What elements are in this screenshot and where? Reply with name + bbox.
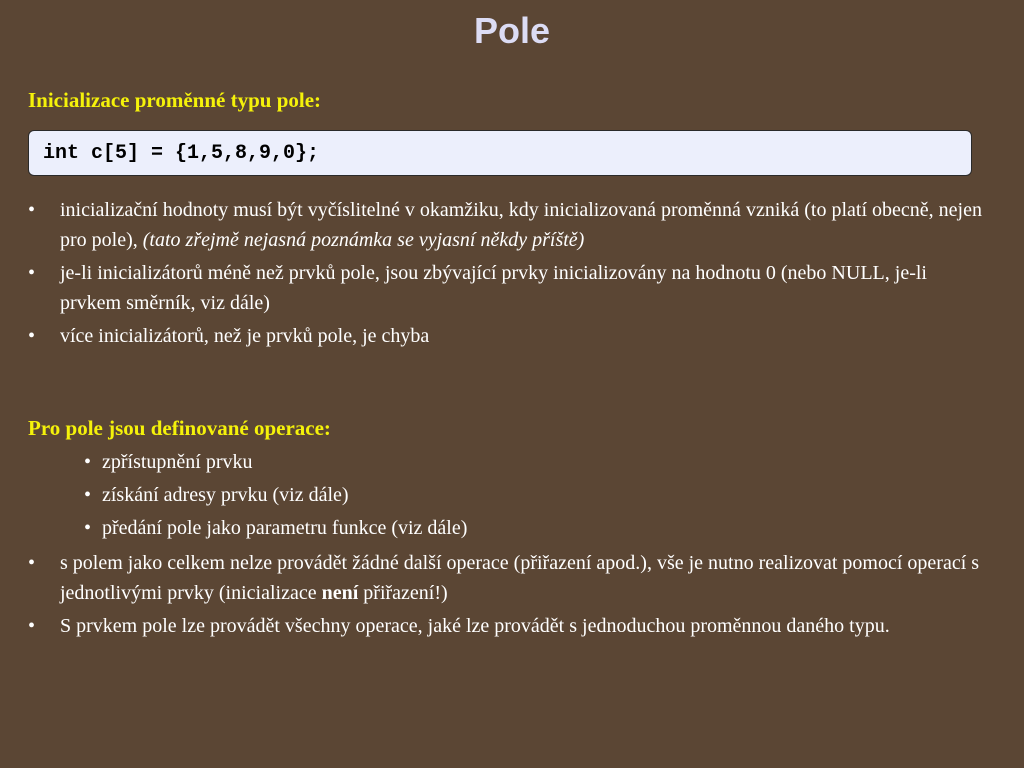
list-item xyxy=(84,513,984,543)
bullet-text: inicializační hodnoty musí být vyčíslitelné v okamžiku, kdy inicializovaná proměnná vzniká (to platí obecně, nejen pro pole), xyxy=(60,199,982,251)
code-box xyxy=(28,130,972,176)
bullet-icon: • xyxy=(28,615,36,637)
list-item xyxy=(84,480,984,510)
bullet-text: je-li inicializátorů méně než prvků pole, jsou zbývající prvky inicializovány na hodnotu 0 (nebo NULL, je-li prvkem směrník, viz dále) xyxy=(60,262,927,314)
initialization-bullet-list xyxy=(28,195,988,354)
operations-bullet-list xyxy=(28,548,988,644)
code-line: int c[5] = {1,5,8,9,0}; xyxy=(43,141,320,165)
list-item xyxy=(28,321,988,351)
bullet-bold-word: není xyxy=(321,582,359,604)
bullet-icon: • xyxy=(84,451,92,473)
bullet-icon: • xyxy=(28,325,36,347)
bullet-italic-note: (tato zřejmě nejasná poznámka se vyjasní někdy příště) xyxy=(142,229,585,251)
bullet-text: více inicializátorů, než je prvků pole, je chyba xyxy=(60,325,430,347)
operations-sub-list xyxy=(84,447,984,546)
bullet-icon: • xyxy=(28,552,36,574)
sub-item-text: získání adresy prvku (viz dále) xyxy=(102,484,349,506)
bullet-icon: • xyxy=(28,262,36,284)
bullet-text: S prvkem pole lze provádět všechny operace, jaké lze provádět s jednoduchou proměnnou daného typu. xyxy=(60,615,890,637)
sub-item-text: předání pole jako parametru funkce (viz dále) xyxy=(102,517,468,539)
bullet-text: s polem jako celkem nelze provádět žádné další operace (přiřazení apod.), vše je nutno realizovat pomocí operací s jednotlivými prvky (inicializace xyxy=(60,552,980,604)
bullet-text-end: přiřazení!) xyxy=(358,582,448,604)
sub-item-text: zpřístupnění prvku xyxy=(102,451,253,473)
list-item xyxy=(28,548,988,608)
list-item xyxy=(84,447,984,477)
bullet-icon: • xyxy=(84,484,92,506)
bullet-icon: • xyxy=(84,517,92,539)
slide-title: Pole xyxy=(473,10,551,51)
list-item xyxy=(28,611,988,641)
bullet-icon: • xyxy=(28,199,36,221)
list-item xyxy=(28,258,988,318)
section-heading-operations: Pro pole jsou definované operace: xyxy=(28,416,331,440)
section-heading-initialization: Inicializace proměnné typu pole: xyxy=(28,88,322,112)
list-item xyxy=(28,195,988,255)
